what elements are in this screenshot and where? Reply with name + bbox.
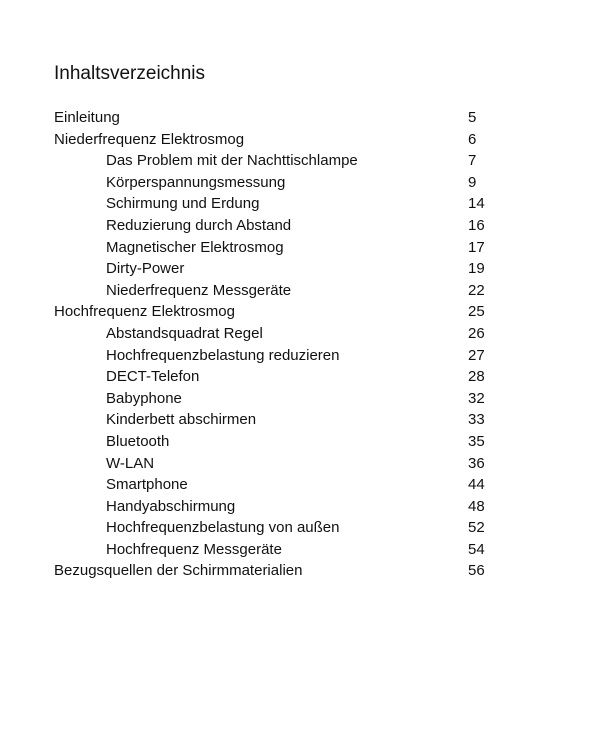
toc-entry xyxy=(0,172,595,194)
toc-entry-label: Körperspannungsmessung xyxy=(106,173,286,191)
toc-entry-page-number: 17 xyxy=(468,238,485,256)
toc-entry xyxy=(0,496,595,518)
toc-entry-label: Babyphone xyxy=(106,389,182,407)
toc-entry-label: Bluetooth xyxy=(106,432,170,450)
toc-entry-page-number: 16 xyxy=(468,216,485,234)
toc-entry-label: Hochfrequenzbelastung von außen xyxy=(106,519,340,537)
toc-entry xyxy=(0,107,595,129)
toc-entry-page-number: 9 xyxy=(468,173,477,191)
toc-entry-label: Handyabschirmung xyxy=(106,497,236,515)
toc-entry xyxy=(0,539,595,561)
toc-entry-label: Kinderbett abschirmen xyxy=(106,411,257,429)
toc-list xyxy=(0,107,595,582)
toc-entry-label: Magnetischer Elektrosmog xyxy=(106,238,284,256)
toc-entry-label: Hochfrequenz Messgeräte xyxy=(106,540,282,558)
toc-entry-label: Schirmung und Erdung xyxy=(106,195,260,213)
toc-entry-label: Hochfrequenz Elektrosmog xyxy=(54,303,235,321)
toc-entry-page-number: 7 xyxy=(468,152,477,170)
toc-entry xyxy=(0,560,595,582)
toc-entry-label: Niederfrequenz Elektrosmog xyxy=(54,130,245,148)
toc-entry-label: Einleitung xyxy=(54,109,120,126)
toc-entry xyxy=(0,301,595,323)
toc-entry-page-number: 6 xyxy=(468,130,477,148)
toc-entry xyxy=(0,129,595,151)
toc-entry-page-number: 35 xyxy=(468,432,485,450)
toc-entry-label: Hochfrequenzbelastung reduzieren xyxy=(106,346,340,364)
toc-entry-label: DECT-Telefon xyxy=(106,368,200,386)
toc-entry xyxy=(0,258,595,280)
toc-entry-page-number: 54 xyxy=(468,540,485,558)
toc-entry-page-number: 14 xyxy=(468,195,485,213)
toc-entry-page-number: 28 xyxy=(468,368,485,386)
toc-entry xyxy=(0,193,595,215)
toc-entry-page-number: 36 xyxy=(468,454,485,472)
toc-entry-page-number: 44 xyxy=(468,476,485,494)
toc-entry-page-number: 26 xyxy=(468,324,485,342)
toc-entry xyxy=(0,474,595,496)
toc-entry-label: Bezugsquellen der Schirmmaterialien xyxy=(54,562,303,580)
toc-entry-label: Abstandsquadrat Regel xyxy=(106,324,263,342)
toc-title: Inhaltsverzeichnis xyxy=(54,63,206,84)
toc-entry xyxy=(0,366,595,388)
toc-entry xyxy=(0,345,595,367)
toc-entry-label: W-LAN xyxy=(106,454,155,472)
toc-entry xyxy=(0,237,595,259)
toc-entry-label: Reduzierung durch Abstand xyxy=(106,216,292,234)
toc-entry-page-number: 25 xyxy=(468,303,485,321)
toc-entry-page-number: 19 xyxy=(468,260,485,278)
toc-entry xyxy=(0,431,595,453)
toc-entry-label: Das Problem mit der Nachttischlampe xyxy=(106,152,358,170)
toc-entry-page-number: 33 xyxy=(468,411,485,429)
toc-entry xyxy=(0,323,595,345)
toc-entry xyxy=(0,388,595,410)
toc-entry xyxy=(0,453,595,475)
toc-entry xyxy=(0,150,595,172)
toc-entry-page-number: 27 xyxy=(468,346,485,364)
toc-entry xyxy=(0,215,595,237)
toc-entry-page-number: 52 xyxy=(468,519,485,537)
toc-entry-page-number: 48 xyxy=(468,497,485,515)
toc-entry-page-number: 32 xyxy=(468,389,485,407)
toc-entry-label: Niederfrequenz Messgeräte xyxy=(106,281,292,299)
toc-entry-label: Smartphone xyxy=(106,476,188,494)
toc-entry xyxy=(0,517,595,539)
toc-entry-page-number: 22 xyxy=(468,281,485,299)
toc-entry-page-number: 56 xyxy=(468,562,485,580)
toc-entry-label: Dirty-Power xyxy=(106,260,185,278)
toc-entry xyxy=(0,280,595,302)
toc-entry-page-number: 5 xyxy=(468,109,477,126)
toc-entry xyxy=(0,409,595,431)
